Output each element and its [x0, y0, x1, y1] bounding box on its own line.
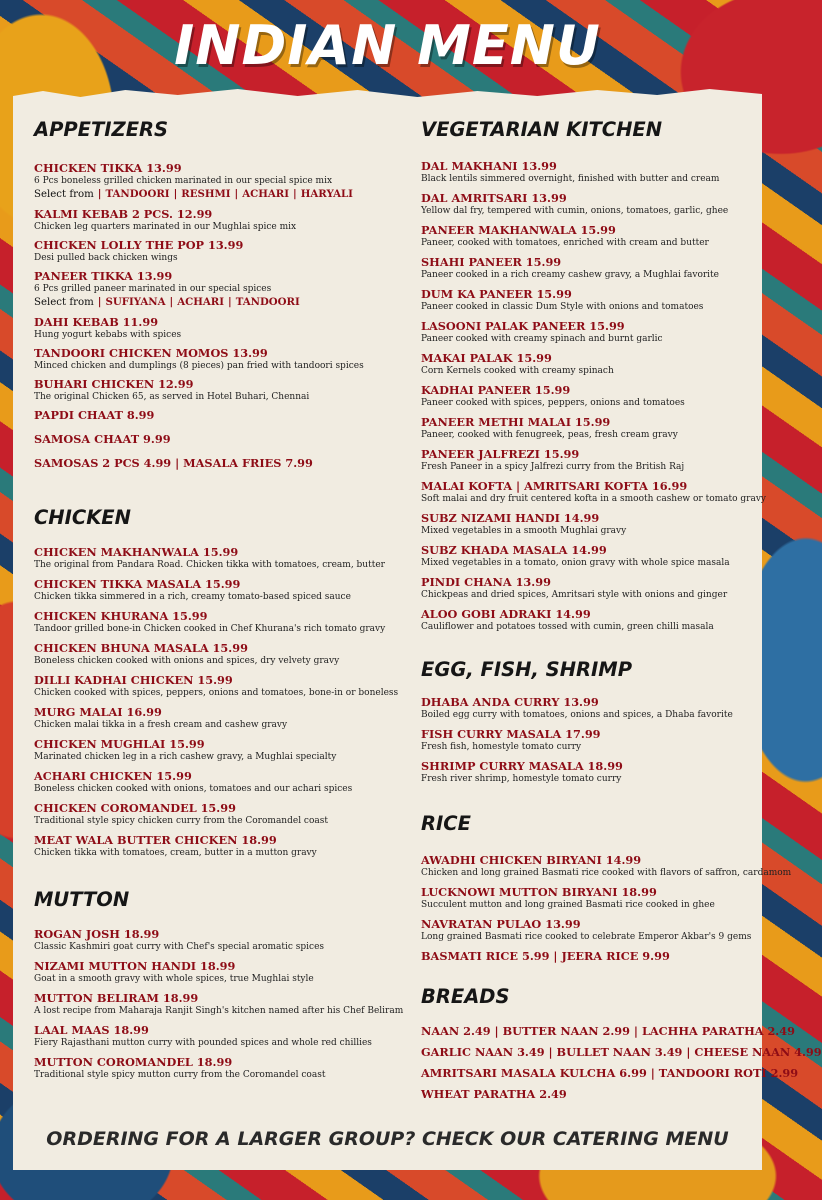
menu-item — [34, 577, 379, 603]
menu-item-description: Traditional style spicy chicken curry from the Coromandel coast — [34, 816, 328, 826]
menu-item-description: A lost recipe from Maharaja Ranjit Singh's kitchen named after his Chef Beliram — [34, 1006, 404, 1016]
menu-item-description: Boneless chicken cooked with onions, tomatoes and our achari spices — [34, 784, 353, 794]
menu-item-description: Paneer, cooked with fenugreek, peas, fresh cream gravy — [421, 430, 678, 440]
breads-section — [421, 985, 822, 1108]
menu-item-description: Classic Kashmiri goat curry with Chef's special aromatic spices — [34, 942, 325, 952]
menu-item-name: TANDOORI CHICKEN MOMOS 13.99 — [34, 346, 268, 360]
menu-item — [34, 346, 379, 372]
menu-item-name: DAHI KEBAB 11.99 — [34, 315, 159, 329]
menu-item — [421, 727, 751, 753]
menu-item-description: Chicken leg quarters marinated in our Mughlai spice mix — [34, 222, 297, 232]
menu-item — [34, 769, 379, 795]
option-label: ACHARI — [177, 296, 224, 308]
menu-item — [34, 432, 379, 446]
menu-item — [421, 447, 751, 473]
menu-item-name: NIZAMI MUTTON HANDI 18.99 — [34, 959, 236, 973]
menu-item — [34, 238, 379, 264]
menu-item-name: LASOONI PALAK PANEER 15.99 — [421, 319, 625, 333]
mutton-item-list — [34, 927, 404, 1081]
menu-item — [421, 255, 751, 281]
menu-item-name: SUBZ NIZAMI HANDI 14.99 — [421, 511, 600, 525]
breads-list — [421, 1024, 822, 1101]
menu-item-name: SUBZ KHADA MASALA 14.99 — [421, 543, 607, 557]
menu-item-name: DAL MAKHANI 13.99 — [421, 159, 557, 173]
menu-item — [34, 269, 379, 310]
separator: | — [97, 296, 102, 308]
menu-item — [34, 641, 379, 667]
menu-item-name: KALMI KEBAB 2 PCS. 12.99 — [34, 207, 213, 221]
menu-item — [421, 607, 751, 633]
menu-item-description: Paneer cooked with creamy spinach and burnt garlic — [421, 334, 663, 344]
menu-item-name: CHICKEN MAKHANWALA 15.99 — [34, 545, 239, 559]
menu-item — [421, 351, 751, 377]
menu-item-description: Soft malai and dry fruit centered kofta in a smooth cashew or tomato gravy — [421, 494, 767, 504]
menu-item — [421, 575, 751, 601]
menu-item-name: MUTTON BELIRAM 18.99 — [34, 991, 199, 1005]
menu-item-description: Black lentils simmered overnight, finished with butter and cream — [421, 174, 720, 184]
menu-item-description: Desi pulled back chicken wings — [34, 253, 178, 263]
menu-item-name: PANEER METHI MALAI 15.99 — [421, 415, 611, 429]
menu-item-name: CHICKEN KHURANA 15.99 — [34, 609, 208, 623]
menu-item-description: Paneer cooked in a rich creamy cashew gravy, a Mughlai favorite — [421, 270, 720, 280]
select-from-label: Select from — [34, 297, 94, 308]
menu-item — [421, 543, 751, 569]
menu-item — [421, 415, 751, 441]
menu-item-description: Mixed vegetables in a tomato, onion gravy with whole spice masala — [421, 558, 730, 568]
menu-item — [34, 833, 379, 859]
menu-item — [421, 917, 751, 943]
menu-item-name: BUHARI CHICKEN 12.99 — [34, 377, 194, 391]
menu-item-options — [34, 295, 379, 310]
mutton-heading: MUTTON — [34, 888, 130, 911]
bread-line: NAAN 2.49 | BUTTER NAAN 2.99 | LACHHA PARATHA 2.49 — [421, 1024, 795, 1038]
menu-item-name: BASMATI RICE 5.99 | JEERA RICE 9.99 — [421, 949, 670, 963]
vegetarian-item-list — [421, 159, 767, 633]
menu-item — [34, 959, 379, 985]
menu-item — [34, 927, 379, 953]
menu-item-description: Marinated chicken leg in a rich cashew gravy, a Mughlai specialty — [34, 752, 337, 762]
rice-item-list — [421, 853, 792, 963]
menu-item-name: CHICKEN TIKKA MASALA 15.99 — [34, 577, 241, 591]
egg-fish-shrimp-heading: EGG, FISH, SHRIMP — [421, 658, 632, 681]
menu-item-name: CHICKEN MUGHLAI 15.99 — [34, 737, 205, 751]
menu-item-name: SHRIMP CURRY MASALA 18.99 — [421, 759, 623, 773]
menu-item — [34, 545, 385, 571]
menu-item-name: PINDI CHANA 13.99 — [421, 575, 551, 589]
menu-item-name: CHICKEN BHUNA MASALA 15.99 — [34, 641, 248, 655]
menu-item-description: Minced chicken and dumplings (8 pieces) pan fried with tandoori spices — [34, 361, 364, 371]
menu-item — [421, 511, 751, 537]
menu-item — [421, 223, 751, 249]
menu-item-name: CHICKEN LOLLY THE POP 13.99 — [34, 238, 244, 252]
menu-item — [34, 377, 379, 403]
breads-heading: BREADS — [421, 985, 510, 1008]
menu-item-description: Mixed vegetables in a smooth Mughlai gravy — [421, 526, 627, 536]
menu-item-name: AWADHI CHICKEN BIRYANI 14.99 — [421, 853, 642, 867]
menu-item-description: Boneless chicken cooked with onions and spices, dry velvety gravy — [34, 656, 340, 666]
menu-item-name: PANEER MAKHANWALA 15.99 — [421, 223, 616, 237]
menu-item-description: Chicken and long grained Basmati rice cooked with flavors of saffron, cardamom — [421, 868, 792, 878]
menu-item-description: The original from Pandara Road. Chicken tikka with tomatoes, cream, butter — [34, 560, 385, 570]
menu-title: INDIAN MENU — [174, 14, 601, 77]
menu-item — [421, 853, 792, 879]
rice-heading: RICE — [421, 812, 471, 835]
menu-item-description: Hung yogurt kebabs with spices — [34, 330, 182, 340]
bread-line: WHEAT PARATHA 2.49 — [421, 1087, 567, 1101]
menu-item-name: PAPDI CHAAT 8.99 — [34, 408, 155, 422]
menu-item-description: Cauliflower and potatoes tossed with cumin, green chilli masala — [421, 622, 714, 632]
separator: | — [97, 188, 102, 200]
separator: | — [227, 296, 232, 308]
menu-item-description: Paneer cooked with spices, peppers, onions and tomatoes — [421, 398, 685, 408]
menu-item — [34, 737, 379, 763]
menu-item — [34, 991, 404, 1017]
separator: | — [234, 188, 239, 200]
rice-section — [421, 812, 792, 974]
menu-item-description: Fiery Rajasthani mutton curry with pounded spices and whole red chillies — [34, 1038, 372, 1048]
seafood-item-list — [421, 695, 751, 785]
menu-item-name: DILLI KADHAI CHICKEN 15.99 — [34, 673, 233, 687]
menu-item — [34, 1055, 379, 1081]
menu-item — [421, 319, 751, 345]
egg-fish-shrimp-section — [421, 658, 751, 791]
menu-item-description: Chickpeas and dried spices, Amritsari style with onions and ginger — [421, 590, 728, 600]
menu-item-description: Chicken tikka simmered in a rich, creamy tomato-based spiced sauce — [34, 592, 351, 602]
menu-item-description: Traditional style spicy mutton curry from the Coromandel coast — [34, 1070, 326, 1080]
menu-item-description: Paneer cooked in classic Dum Style with onions and tomatoes — [421, 302, 704, 312]
bread-line: GARLIC NAAN 3.49 | BULLET NAAN 3.49 | CHEESE NAAN 4.99 — [421, 1045, 822, 1059]
menu-item-description: The original Chicken 65, as served in Hotel Buhari, Chennai — [34, 392, 310, 402]
select-from-label: Select from — [34, 189, 94, 200]
menu-item-name: MUTTON COROMANDEL 18.99 — [34, 1055, 233, 1069]
menu-item — [421, 191, 751, 217]
option-label: TANDOORI — [105, 188, 170, 200]
menu-item — [421, 759, 751, 785]
menu-item-name: CHICKEN COROMANDEL 15.99 — [34, 801, 236, 815]
menu-item — [34, 705, 379, 731]
menu-item — [34, 801, 379, 827]
menu-item-description: Yellow dal fry, tempered with cumin, onions, tomatoes, garlic, ghee — [421, 206, 729, 216]
menu-item — [34, 315, 379, 341]
menu-item — [421, 383, 751, 409]
menu-item-name: KADHAI PANEER 15.99 — [421, 383, 571, 397]
option-label: HARYALI — [300, 188, 353, 200]
menu-item-name: MAKAI PALAK 15.99 — [421, 351, 552, 365]
menu-item-name: LUCKNOWI MUTTON BIRYANI 18.99 — [421, 885, 657, 899]
menu-item — [421, 287, 751, 313]
menu-item-name: LAAL MAAS 18.99 — [34, 1023, 149, 1037]
menu-item-description: Goat in a smooth gravy with whole spices, true Mughlai style — [34, 974, 314, 984]
menu-item-name: PANEER JALFREZI 15.99 — [421, 447, 580, 461]
menu-item-name: FISH CURRY MASALA 17.99 — [421, 727, 601, 741]
menu-item-description: Paneer, cooked with tomatoes, enriched with cream and butter — [421, 238, 709, 248]
appetizers-heading: APPETIZERS — [34, 118, 169, 141]
menu-item-description: Tandoor grilled bone-in Chicken cooked in Chef Khurana's rich tomato gravy — [34, 624, 386, 634]
menu-item-name: SAMOSAS 2 PCS 4.99 | MASALA FRIES 7.99 — [34, 456, 313, 470]
menu-item — [34, 1023, 379, 1049]
menu-item-description: Fresh fish, homestyle tomato curry — [421, 742, 582, 752]
menu-item — [34, 408, 379, 422]
option-label: SUFIYANA — [105, 296, 166, 308]
menu-item-description: Fresh Paneer in a spicy Jalfrezi curry from the British Raj — [421, 462, 685, 472]
menu-item-description: Long grained Basmati rice cooked to celebrate Emperor Akbar's 9 gems — [421, 932, 752, 942]
menu-item-name: PANEER TIKKA 13.99 — [34, 269, 173, 283]
menu-item-name: MALAI KOFTA | AMRITSARI KOFTA 16.99 — [421, 479, 688, 493]
menu-item-name: SHAHI PANEER 15.99 — [421, 255, 562, 269]
chicken-section — [34, 506, 399, 865]
separator: | — [169, 296, 174, 308]
menu-item-description: 6 Pcs grilled paneer marinated in our special spices — [34, 284, 272, 294]
menu-item-description: Succulent mutton and long grained Basmati rice cooked in ghee — [421, 900, 715, 910]
menu-item-name: DUM KA PANEER 15.99 — [421, 287, 572, 301]
menu-item-name: ALOO GOBI ADRAKI 14.99 — [421, 607, 591, 621]
catering-footer: ORDERING FOR A LARGER GROUP? CHECK OUR CATERING MENU — [46, 1128, 729, 1150]
option-label: RESHMI — [181, 188, 231, 200]
appetizers-item-list — [34, 161, 379, 470]
menu-item-name: NAVRATAN PULAO 13.99 — [421, 917, 581, 931]
mutton-section — [34, 888, 404, 1087]
menu-item-description: Chicken tikka with tomatoes, cream, butter in a mutton gravy — [34, 848, 317, 858]
menu-item-name: CHICKEN TIKKA 13.99 — [34, 161, 182, 175]
menu-item-description: 6 Pcs boneless grilled chicken marinated in our special spice mix — [34, 176, 333, 186]
chicken-heading: CHICKEN — [34, 506, 131, 529]
menu-item — [34, 609, 386, 635]
menu-item — [34, 456, 379, 470]
menu-item-name: MEAT WALA BUTTER CHICKEN 18.99 — [34, 833, 277, 847]
menu-item-description: Chicken malai tikka in a fresh cream and cashew gravy — [34, 720, 288, 730]
separator: | — [293, 188, 297, 200]
vegetarian-section — [421, 118, 767, 639]
menu-item — [421, 479, 767, 505]
menu-item-description: Boiled egg curry with tomatoes, onions and spices, a Dhaba favorite — [421, 710, 733, 720]
menu-item-name: ACHARI CHICKEN 15.99 — [34, 769, 192, 783]
menu-item — [421, 949, 751, 963]
menu-item — [34, 207, 379, 233]
menu-item-description: Corn Kernels cooked with creamy spinach — [421, 366, 614, 376]
menu-item-name: DHABA ANDA CURRY 13.99 — [421, 695, 599, 709]
menu-item-description: Chicken cooked with spices, peppers, onions and tomatoes, bone-in or boneless — [34, 688, 399, 698]
option-label: ACHARI — [242, 188, 290, 200]
menu-item-name: SAMOSA CHAAT 9.99 — [34, 432, 171, 446]
menu-item — [421, 695, 751, 721]
separator: | — [173, 188, 178, 200]
menu-item — [34, 673, 399, 699]
bread-line: AMRITSARI MASALA KULCHA 6.99 | TANDOORI ROTI 2.99 — [421, 1066, 799, 1080]
menu-item — [34, 161, 379, 202]
option-label: TANDOORI — [235, 296, 300, 308]
menu-item — [421, 159, 751, 185]
menu-item-name: MURG MALAI 16.99 — [34, 705, 162, 719]
chicken-item-list — [34, 545, 399, 859]
menu-item-options — [34, 187, 379, 202]
appetizers-section — [34, 118, 379, 480]
menu-item-description: Fresh river shrimp, homestyle tomato curry — [421, 774, 622, 784]
vegetarian-heading: VEGETARIAN KITCHEN — [421, 118, 663, 141]
menu-item — [421, 885, 751, 911]
menu-item-name: ROGAN JOSH 18.99 — [34, 927, 160, 941]
menu-item-name: DAL AMRITSARI 13.99 — [421, 191, 567, 205]
